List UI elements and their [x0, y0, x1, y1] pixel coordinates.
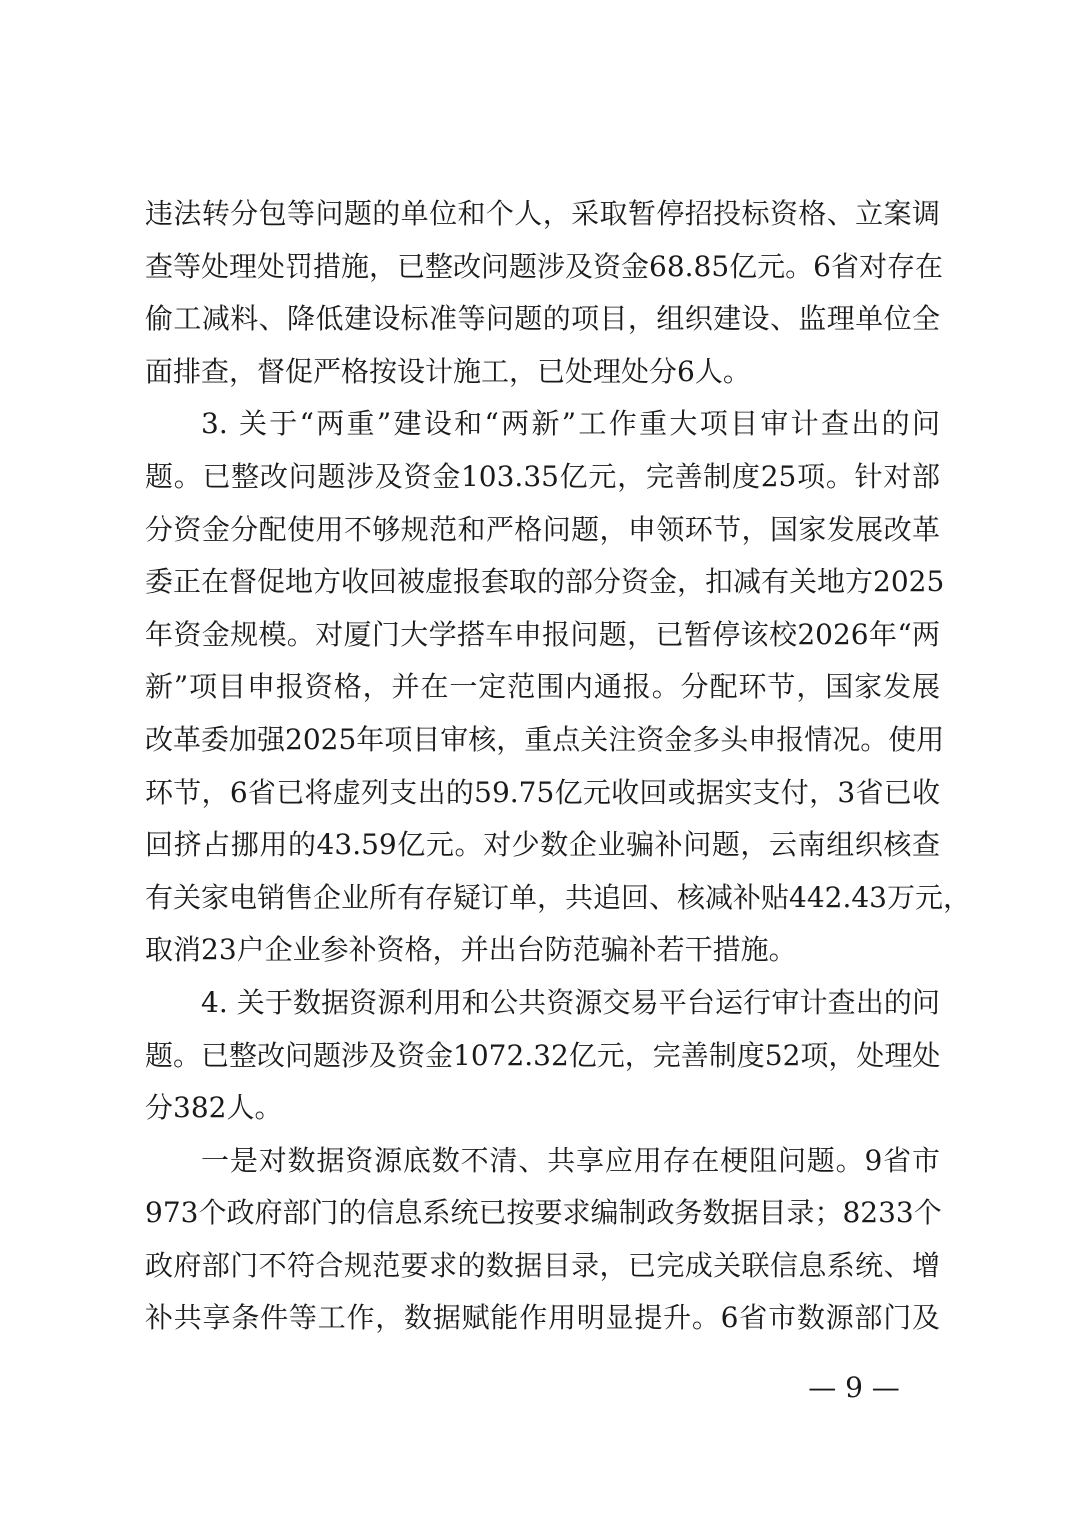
- text-line: 环节，6省已将虚列支出的59.75亿元收回或据实支付，3省已收: [145, 775, 940, 809]
- paragraph-heading-line: 3. 关于“两重”建设和“两新”工作重大项目审计查出的问: [201, 407, 940, 441]
- text-line: 偷工减料、降低建设标准等问题的项目，组织建设、监理单位全: [145, 302, 940, 336]
- paragraph-first-line: 一是对数据资源底数不清、共享应用存在梗阻问题。9省市: [201, 1143, 940, 1177]
- text-line: 新”项目申报资格，并在一定范围内通报。分配环节，国家发展: [145, 670, 940, 704]
- text-line: 973个政府部门的信息系统已按要求编制政务数据目录；8233个: [145, 1196, 942, 1230]
- text-line: 面排查，督促严格按设计施工，已处理处分6人。: [145, 354, 751, 388]
- text-line: 有关家电销售企业所有存疑订单，共追回、核减补贴442.43万元，: [145, 880, 971, 914]
- text-line: 取消23户企业参补资格，并出台防范骗补若干措施。: [145, 933, 797, 967]
- text-line: 分382人。: [145, 1091, 283, 1125]
- text-line: 题。已整改问题涉及资金103.35亿元，完善制度25项。针对部: [145, 459, 940, 493]
- document-body: [145, 188, 971, 1345]
- text-line: 补共享条件等工作，数据赋能作用明显提升。6省市数源部门及: [145, 1301, 940, 1335]
- paragraph-heading-line: 4. 关于数据资源利用和公共资源交易平台运行审计查出的问: [201, 985, 940, 1019]
- text-line: 回挤占挪用的43.59亿元。对少数企业骗补问题，云南组织核查: [145, 828, 940, 862]
- text-line: 题。已整改问题涉及资金1072.32亿元，完善制度52项，处理处: [145, 1038, 941, 1072]
- text-line: 改革委加强2025年项目审核，重点关注资金多头申报情况。使用: [145, 722, 945, 756]
- text-line: 分资金分配使用不够规范和严格问题，申领环节，国家发展改革: [145, 512, 940, 546]
- page-number: — 9 —: [808, 1371, 900, 1404]
- text-line: 违法转分包等问题的单位和个人，采取暂停招投标资格、立案调: [145, 197, 940, 230]
- text-line: 委正在督促地方收回被虚报套取的部分资金，扣减有关地方2025: [145, 565, 945, 599]
- text-line: 年资金规模。对厦门大学搭车申报问题，已暂停该校2026年“两: [145, 617, 940, 651]
- text-line: 政府部门不符合规范要求的数据目录，已完成关联信息系统、增: [145, 1248, 940, 1282]
- text-line: 查等处理处罚措施，已整改问题涉及资金68.85亿元。6省对存在: [145, 249, 943, 283]
